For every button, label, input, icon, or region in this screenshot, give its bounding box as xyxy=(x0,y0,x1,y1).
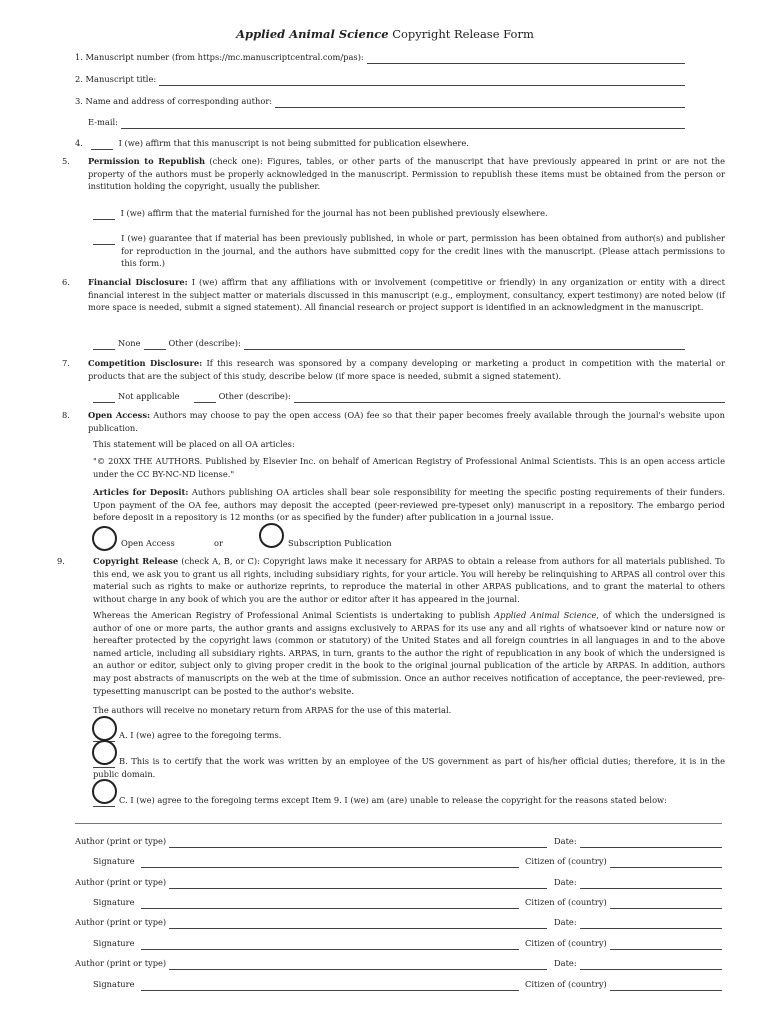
item-2 xyxy=(75,73,725,86)
item-6-none-label: None xyxy=(118,338,141,348)
item-3-label: 3. Name and address of corresponding author: xyxy=(75,96,273,106)
item-6-other-check[interactable] xyxy=(144,341,166,350)
author-3-line xyxy=(75,916,547,929)
item-5 xyxy=(62,155,726,193)
item-9-paragraph-2 xyxy=(93,609,725,697)
signature-4-label: Signature xyxy=(93,979,135,989)
citizen-2-field[interactable] xyxy=(610,900,722,909)
item-8-quote xyxy=(93,455,725,480)
date-1-field[interactable] xyxy=(580,839,722,848)
citizen-2-line xyxy=(525,896,722,909)
item-9-heading: Copyright Release xyxy=(93,556,179,566)
item-5-heading: Permission to Republish xyxy=(88,156,206,166)
item-9 xyxy=(57,555,725,605)
item-7-number: 7. xyxy=(62,358,70,368)
signature-3-label: Signature xyxy=(93,938,135,948)
author-4-line xyxy=(75,957,547,970)
item-6-other-label: Other (describe): xyxy=(168,338,241,348)
item-7 xyxy=(62,357,725,382)
signature-2-label: Signature xyxy=(93,897,135,907)
subscription-radio[interactable] xyxy=(259,523,284,548)
author-4-field[interactable] xyxy=(169,961,547,970)
author-3-label: Author (print or type) xyxy=(75,917,167,927)
item-1 xyxy=(75,51,725,64)
item-5-option-1-check[interactable] xyxy=(93,211,115,220)
item-5-option-1 xyxy=(93,207,725,220)
author-1-field[interactable] xyxy=(169,839,547,848)
citizen-1-line xyxy=(525,855,722,868)
item-9-paragraph-3 xyxy=(93,704,725,717)
item-9-p2-journal: Applied Animal Science xyxy=(494,610,597,620)
signature-4-field[interactable] xyxy=(141,982,520,991)
manuscript-title-field[interactable] xyxy=(159,77,685,86)
signature-3-field[interactable] xyxy=(141,941,520,950)
date-4-line xyxy=(554,957,722,970)
open-access-radio[interactable] xyxy=(92,526,117,551)
item-7-other-check[interactable] xyxy=(194,394,216,403)
item-7-na-check[interactable] xyxy=(93,394,115,403)
item-9-p3-text: The authors will receive no monetary return from ARPAS for the use of this material. xyxy=(93,705,452,715)
item-5-number: 5. xyxy=(62,156,70,166)
option-a-text: A. I (we) agree to the foregoing terms. xyxy=(119,730,282,740)
item-1-label: 1. Manuscript number (from https://mc.manuscriptcentral.com/pas): xyxy=(75,52,364,62)
item-6 xyxy=(62,276,725,314)
item-3 xyxy=(75,95,725,108)
citizen-4-field[interactable] xyxy=(610,982,722,991)
option-b-check[interactable] xyxy=(93,759,115,768)
item-4-check[interactable] xyxy=(91,141,113,150)
item-8-deposit xyxy=(93,486,725,524)
deposit-text: Authors publishing OA articles shall bear sole responsibility for meeting the specific posting requirements of their funders. Upon payment of the OA fee, authors may deposit the accepted (peer-reviewed pre-typeset only) manuscript in a repository. The embargo period before deposit in a repository is 12 months (or as specified by the funder) after publication in a journal issue. xyxy=(93,487,725,523)
signature-2-line xyxy=(93,896,519,909)
deposit-heading: Articles for Deposit: xyxy=(93,487,189,497)
item-8-statement-text: This statement will be placed on all OA articles: xyxy=(93,439,295,449)
item-6-none-check[interactable] xyxy=(93,341,115,350)
email-label: E-mail: xyxy=(88,117,118,127)
citizen-1-field[interactable] xyxy=(610,859,722,868)
item-8-statement xyxy=(93,438,725,451)
title-text: Copyright Release Form xyxy=(388,27,534,41)
option-a xyxy=(93,729,725,742)
or-label: or xyxy=(214,538,223,548)
competition-other-field[interactable] xyxy=(294,394,725,403)
date-1-label: Date: xyxy=(554,836,577,846)
form-title xyxy=(0,28,770,41)
email-line xyxy=(88,116,725,129)
item-6-number: 6. xyxy=(62,277,70,287)
date-4-field[interactable] xyxy=(580,961,722,970)
option-c xyxy=(93,794,725,807)
author-2-label: Author (print or type) xyxy=(75,877,167,887)
option-c-check[interactable] xyxy=(93,798,115,807)
open-access-label: Open Access xyxy=(121,538,175,548)
item-7-text: If this research was sponsored by a company developing or marketing a product in competition with the material or products that are the subject of this study, describe below (if more space is needed, submit a signed statement). xyxy=(88,358,725,381)
date-3-line xyxy=(554,916,722,929)
item-8-quote-text: "© 20XX THE AUTHORS. Published by Elsevier Inc. on behalf of American Registry of Professional Animal Scientists. This is an open access article under the CC BY-NC-ND license." xyxy=(93,456,725,479)
item-5-option-2 xyxy=(93,232,725,270)
item-8 xyxy=(62,409,725,434)
item-7-options xyxy=(93,390,725,403)
item-4-number: 4. xyxy=(75,138,83,148)
option-b-text: B. This is to certify that the work was written by an employee of the US government as part of his/her official duties; therefore, it is in the public domain. xyxy=(93,756,725,779)
section-divider xyxy=(75,823,722,824)
item-8-number: 8. xyxy=(62,410,70,420)
option-b xyxy=(93,755,725,780)
item-9-p2-end: , of which the undersigned is author of one or more parts, the author grants and assigns exclusively to ARPAS for its use any and all rights of whatsoever kind or nature now or hereafter protected by the copyright laws (common or statutory) of the United States and all foreign countries in all languages in and to the above named article, including all subsidiary rights. ARPAS, in turn, grants to the author the right of republication in any book of which the undersigned is an author or editor, subject only to giving proper credit in the book to the original journal publication of the article by ARPAS. In addition, authors may post abstracts of manuscripts on the web at the time of submission. Once an author receives notification of acceptance, the peer-reviewed, pre-typesetting manuscript can be posted to the author's website. xyxy=(93,610,726,696)
financial-other-field[interactable] xyxy=(244,341,685,350)
author-2-field[interactable] xyxy=(169,880,547,889)
date-3-label: Date: xyxy=(554,917,577,927)
item-8-heading: Open Access: xyxy=(88,410,151,420)
item-5-text: (check one): Figures, tables, or other parts of the manuscript that have previously appeared in print or are not the property of the authors must be properly acknowledged in the manuscript. Permission to republish these items must be obtained from the person or institution holding the copyright, usually the publisher. xyxy=(88,156,726,192)
signature-1-field[interactable] xyxy=(141,859,520,868)
date-2-label: Date: xyxy=(554,877,577,887)
author-1-line xyxy=(75,835,547,848)
author-4-label: Author (print or type) xyxy=(75,958,167,968)
item-7-other-label: Other (describe): xyxy=(218,391,291,401)
author-3-field[interactable] xyxy=(169,920,547,929)
citizen-4-line xyxy=(525,978,722,991)
citizen-3-label: Citizen of (country) xyxy=(525,938,607,948)
item-7-na-label: Not applicable xyxy=(118,391,180,401)
date-2-field[interactable] xyxy=(580,880,722,889)
signature-3-line xyxy=(93,937,519,950)
signature-1-line xyxy=(93,855,519,868)
item-2-label: 2. Manuscript title: xyxy=(75,74,157,84)
citizen-3-field[interactable] xyxy=(610,941,722,950)
corresponding-author-field[interactable] xyxy=(275,99,685,108)
citizen-2-label: Citizen of (country) xyxy=(525,897,607,907)
item-9-p2-start: Whereas the American Registry of Professional Animal Scientists is undertaking to publish xyxy=(93,610,495,620)
option-c-text: C. I (we) agree to the foregoing terms except Item 9. I (we) am (are) unable to release the copyright for the reasons stated below: xyxy=(119,795,667,805)
manuscript-number-field[interactable] xyxy=(367,55,685,64)
item-4-text: I (we) affirm that this manuscript is not being submitted for publication elsewhere. xyxy=(118,138,469,148)
citizen-4-label: Citizen of (country) xyxy=(525,979,607,989)
date-1-line xyxy=(554,835,722,848)
citizen-3-line xyxy=(525,937,722,950)
item-6-text: I (we) affirm that any affiliations with or involvement (competitive or friendly) in any organization or entity with a direct financial interest in the subject matter or materials discussed in this manuscript (e.g., employment, consultancy, expert testimony) are noted below (if more space is needed, submit a signed statement). All financial research or project support is identified in an acknowledgment in the manuscript. xyxy=(88,277,725,313)
date-3-field[interactable] xyxy=(580,920,722,929)
signature-1-label: Signature xyxy=(93,856,135,866)
item-5-option-2-check[interactable] xyxy=(93,236,115,245)
item-9-number: 9. xyxy=(57,556,65,566)
item-8-text: Authors may choose to pay the open access (OA) fee so that their paper becomes freely available through the journal's website upon publication. xyxy=(88,410,725,433)
date-2-line xyxy=(554,876,722,889)
signature-2-field[interactable] xyxy=(141,900,520,909)
item-6-heading: Financial Disclosure: xyxy=(88,277,188,287)
item-7-heading: Competition Disclosure: xyxy=(88,358,203,368)
author-2-line xyxy=(75,876,547,889)
email-field[interactable] xyxy=(121,120,685,129)
author-1-label: Author (print or type) xyxy=(75,836,167,846)
item-6-options xyxy=(93,337,725,350)
date-4-label: Date: xyxy=(554,958,577,968)
signature-4-line xyxy=(93,978,519,991)
subscription-label: Subscription Publication xyxy=(288,538,392,548)
title-journal: Applied Animal Science xyxy=(236,27,389,41)
item-9-text: (check A, B, or C): Copyright laws make it necessary for ARPAS to obtain a release from authors for all materials published. To this end, we ask you to grant us all rights, including subsidiary rights, for your article. You will hereby be relinquishing to ARPAS all control over this material such as rights to make or authorize reprints, to reproduce the material in other ARPAS publications, and to grant the material to others without charge in any book of which you are the author or editor after it has appeared in the journal. xyxy=(93,556,725,604)
item-5-option-2-text: I (we) guarantee that if material has been previously published, in whole or part, permission has been obtained from author(s) and publisher for reproduction in the journal, and the authors have submitted copy for the credit lines with the manuscript. (Please attach permissions to this form.) xyxy=(121,233,725,269)
item-4 xyxy=(75,137,725,150)
item-5-option-1-text: I (we) affirm that the material furnished for the journal has not been published previously elsewhere. xyxy=(120,208,548,218)
citizen-1-label: Citizen of (country) xyxy=(525,856,607,866)
